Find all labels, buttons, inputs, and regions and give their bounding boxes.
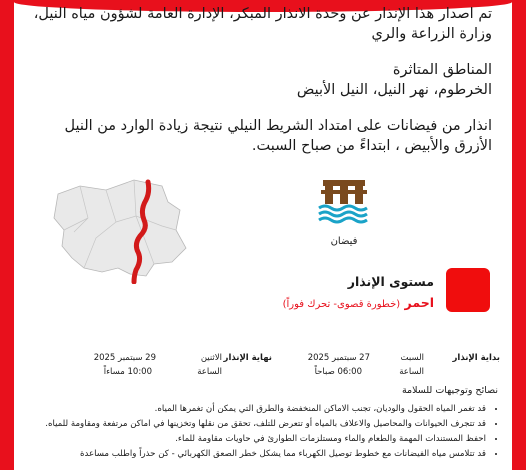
start-time: 06:00 صباحاً [314, 367, 362, 377]
affected-areas-title: المناطق المتاثرة [392, 62, 492, 78]
end-label: نهاية الإنذار [223, 353, 272, 363]
alert-level-swatch [446, 268, 490, 312]
end-day: الاثنين [200, 353, 222, 363]
sudan-map [44, 172, 194, 284]
tips-list [18, 403, 498, 463]
alert-description: انذار من فيضانات على امتداد الشريط النيلي نتيجة زيادة الوارد من النيل الأزرق والأبيض ، ابتداءً من صباح السبت. [64, 118, 492, 154]
list-item: • قد تتجرف الحيوانات والمحاصيل والاعلاف بالمياه أو تتعرض للتلف، تحقق من نقلها وتخزينها في اماكن مرتفعة ومقاومة للمياه. [18, 418, 486, 430]
alert-level-title: مستوى الإنذار [347, 274, 434, 289]
alert-intro: تم اصدار هذا الإنذار عن وحدة الانذار المبكر، الإدارة العامة لشؤون مياه النيل، وزارة الزراعة والري [33, 6, 492, 42]
list-item: • احفظ المستندات المهمة والطعام والماء ومستلزمات الطوارئ في حاويات مقاومة للماء. [18, 433, 486, 445]
start-label: بداية الإنذار [452, 353, 500, 363]
alert-level-value [283, 295, 434, 310]
alert-card [14, 0, 512, 470]
affected-areas [32, 60, 492, 100]
affected-areas-list: الخرطوم، نهر النيل، النيل الأبيض [296, 82, 492, 98]
flood-icon [317, 176, 371, 226]
start-date: 27 سبتمبر 2025 [307, 353, 370, 363]
alert-level-name: احمر [404, 295, 434, 310]
alert-level-note: (خطورة قصوى- تحرك فوراً) [282, 299, 401, 310]
start-day: السبت [400, 353, 424, 363]
hazard-label: فيضان [330, 236, 358, 247]
start-time-label: الساعة [399, 367, 424, 377]
end-date: 29 سبتمبر 2025 [93, 353, 156, 363]
list-item: • قد تغمر المياه الحقول والوديان، تجنب الاماكن المنخفضة والطرق التي يمكن أن تغمرها المياه. [18, 403, 486, 415]
end-time-label: الساعة [197, 367, 222, 377]
end-time: 10:00 مساءاً [103, 367, 152, 377]
tips-title: نصائح وتوجيهات للسلامة [401, 385, 498, 396]
list-item: • قد تتلامس مياه الفيضانات مع خطوط توصيل الكهرباء مما يشكل خطر الصعق الكهربائي - كن حذراً واطلب مساعدة [18, 448, 486, 460]
